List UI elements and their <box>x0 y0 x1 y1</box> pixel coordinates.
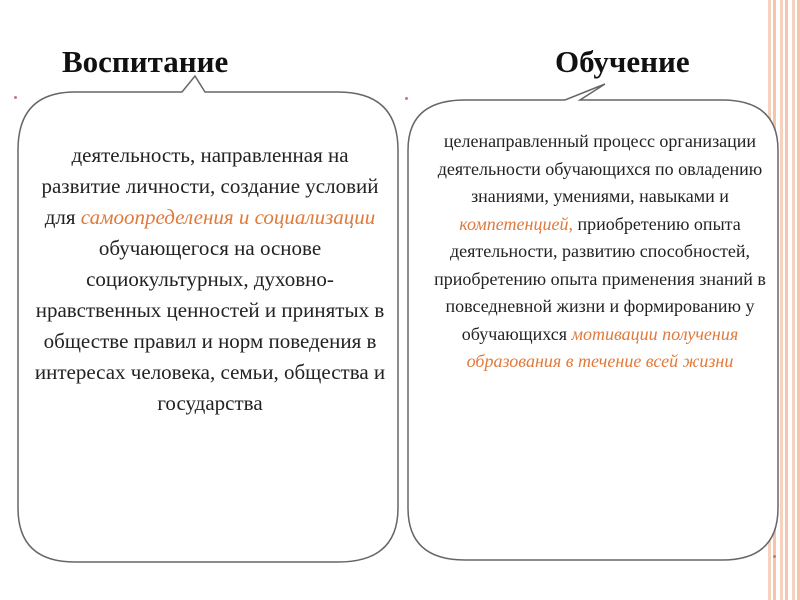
definition-text: деятельность, направленная на развитие личности, создание условий для <box>41 143 379 229</box>
definition-vospitanie <box>30 140 390 419</box>
decorative-dot <box>14 96 17 99</box>
highlighted-term: компетенцией, <box>459 213 573 234</box>
definition-obuchenie <box>420 128 780 376</box>
heading-vospitanie: Воспитание <box>62 44 229 79</box>
highlighted-term: самоопределения и социализации <box>80 205 376 229</box>
decorative-dot <box>773 555 776 558</box>
definition-text: целенаправленный процесс организации деятельности обучающихся по овладению знаниями, умениями, навыками и <box>437 131 763 206</box>
heading-obuchenie: Обучение <box>555 44 690 79</box>
definition-text: обучающегося на основе социокультурных, духовно-нравственных ценностей и принятых в обществе правил и норм поведения в интересах человека, семьи, общества и государства <box>34 236 386 415</box>
definition-text: приобретению опыта деятельности, развитию способностей, приобретению опыта применения знаний в повседневной жизни и формированию у обучающихся <box>434 213 766 344</box>
highlighted-term: мотивации получения образования в течение всей жизни <box>466 323 739 371</box>
decorative-dot <box>405 97 408 100</box>
